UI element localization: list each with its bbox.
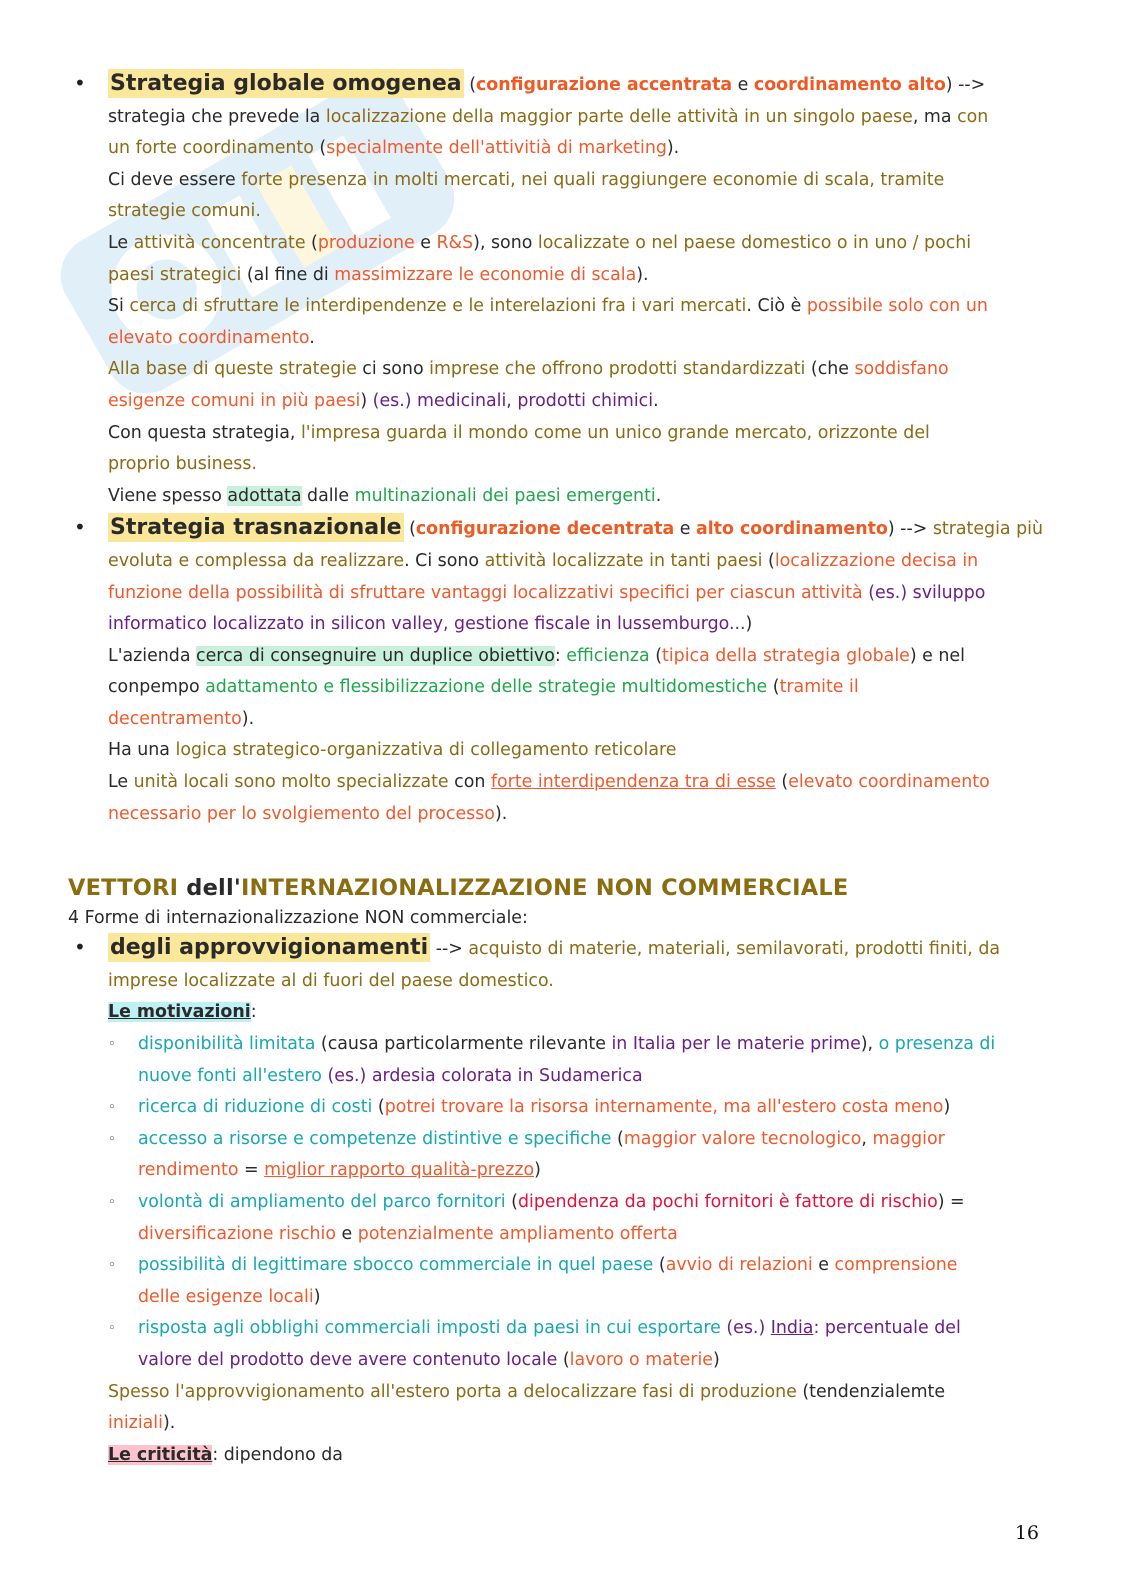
paragraph-delocalizzazione xyxy=(68,1377,1058,1472)
text: INTERNAZIONALIZZAZIONE NON COMMERCIALE xyxy=(240,875,849,902)
text: ( xyxy=(762,550,775,571)
document-body xyxy=(68,68,1058,1471)
text: potenzialmente ampliamento offerta xyxy=(357,1223,678,1244)
text: configurazione decentrata xyxy=(415,519,675,540)
text: : xyxy=(250,1002,257,1023)
text: Ha una xyxy=(108,740,176,761)
text: ( xyxy=(611,1128,624,1149)
text: localizzazione della maggior parte delle attività in un singolo paese xyxy=(325,106,913,127)
text: L'azienda xyxy=(108,645,197,666)
text: elevato coordinamento xyxy=(788,772,990,793)
text: con xyxy=(957,106,989,127)
circle-bullet-icon: ◦ xyxy=(108,1131,116,1147)
text: esigenze comuni in più paesi xyxy=(108,390,361,411)
circle-bullet-icon: ◦ xyxy=(108,1195,116,1210)
text: e xyxy=(336,1223,358,1244)
text: ( xyxy=(557,1349,570,1370)
text: iniziali xyxy=(108,1413,163,1434)
text: e xyxy=(732,75,754,95)
text: dell' xyxy=(186,875,241,902)
text: dalle xyxy=(301,485,355,506)
text: = xyxy=(238,1160,265,1181)
circle-bullet-icon: ◦ xyxy=(108,1100,116,1116)
text: comprensione xyxy=(834,1255,958,1276)
text: lavoro o materie xyxy=(569,1349,713,1370)
text: Con questa strategia, xyxy=(108,422,301,443)
label-criticita: Le criticità xyxy=(108,1444,213,1465)
list-item xyxy=(68,1313,1058,1376)
text: potrei trovare la risorsa internamente xyxy=(384,1097,713,1118)
bullet-approvvigionamenti xyxy=(68,932,1058,1029)
text: ( xyxy=(505,1192,518,1212)
text: : dipendono da xyxy=(212,1444,343,1465)
text: : percentuale del xyxy=(813,1318,961,1339)
text: (causa particolarmente rilevante xyxy=(315,1034,612,1055)
text: (che xyxy=(805,359,855,380)
text: maggior valore tecnologico xyxy=(623,1128,862,1149)
text: risposta agli obblighi commerciali imposti da paesi in cui esportare xyxy=(138,1318,721,1339)
text: massimizzare le economie di scala xyxy=(334,264,637,285)
text: ( xyxy=(775,772,789,793)
text: proprio business. xyxy=(108,454,257,475)
text: Viene spesso xyxy=(108,485,228,506)
text: ( xyxy=(653,1255,666,1276)
text: Le xyxy=(108,232,134,253)
text: ) xyxy=(745,614,753,635)
text: imprese localizzate al di fuori del paese domestico. xyxy=(108,970,554,991)
text: coordinamento alto xyxy=(753,75,946,95)
text: nuove fonti all'estero xyxy=(138,1065,322,1086)
text: configurazione accentrata xyxy=(475,75,733,95)
text: sviluppo xyxy=(907,582,986,603)
text: ). xyxy=(666,138,680,159)
text: Spesso l'approvvigionamento all'estero porta a delocalizzare fasi di produzione xyxy=(108,1381,797,1402)
text: decentramento xyxy=(108,708,242,729)
text: ( xyxy=(372,1097,385,1118)
text: India xyxy=(770,1318,814,1339)
text: paesi strategici xyxy=(108,264,242,285)
text: soddisfano xyxy=(854,359,949,380)
text: (es.) xyxy=(862,582,908,603)
bullet-dot-icon: • xyxy=(74,71,86,95)
text: ). xyxy=(241,708,255,729)
bullet-strategia-globale xyxy=(68,68,1058,512)
text: . Ci sono xyxy=(404,550,485,571)
circle-bullet-icon: ◦ xyxy=(108,1321,116,1337)
text: ci sono xyxy=(356,359,430,380)
text: ) e nel xyxy=(909,645,965,666)
text: strategia che prevede la xyxy=(108,106,326,127)
text: Alla base di queste strategie xyxy=(108,359,357,380)
text: disponibilità limitata xyxy=(138,1034,316,1055)
text: accesso a risorse e competenze distintive e specifiche xyxy=(138,1128,612,1149)
list-item xyxy=(68,1187,1058,1250)
text: o presenza di xyxy=(878,1034,996,1055)
bullet-dot-icon: • xyxy=(74,515,86,540)
text: ( xyxy=(403,519,416,540)
text: l'impresa guarda il mondo come un unico grande mercato, orizzonte del xyxy=(300,422,930,443)
text: (tendenzialemte xyxy=(796,1381,946,1402)
text: cerca di consegnuire un duplice obiettivo xyxy=(196,645,555,666)
text: miglior rapporto qualità-prezzo xyxy=(264,1160,535,1181)
text: funzione della possibilità di sfruttare vantaggi localizzativi specifici per ciascun attività xyxy=(108,582,863,603)
text: . xyxy=(655,485,662,506)
text: (es.) xyxy=(720,1318,771,1339)
bullet-dot-icon: • xyxy=(74,935,86,960)
text: ( xyxy=(767,677,780,698)
text: acquisto di materie, materiali, semilavorati, prodotti finiti, da xyxy=(468,939,1001,960)
text: e xyxy=(414,232,437,253)
text: possibile solo con un xyxy=(806,296,988,317)
text: alto coordinamento xyxy=(695,519,888,540)
text: , xyxy=(712,1097,724,1118)
text: tipica della strategia globale xyxy=(662,645,910,666)
text: R&S xyxy=(436,232,474,253)
text: , xyxy=(861,1128,873,1149)
text: strategie comuni. xyxy=(108,201,261,222)
text: specialmente dell'attivitià di marketing xyxy=(326,138,667,159)
text: logica strategico-organizzativa di collegamento reticolare xyxy=(175,740,677,761)
text: ( xyxy=(313,138,327,159)
text: cerca di sfruttare le interdipendenze e le interelazioni fra i vari mercati xyxy=(129,296,747,317)
text: ) xyxy=(534,1160,541,1181)
text: adattamento e flessibilizzazione delle strategie multidomestiche xyxy=(205,677,768,698)
text: e xyxy=(674,519,696,540)
text: forte interdipendenza tra di esse xyxy=(490,772,776,793)
text: avvio di relazioni xyxy=(665,1255,813,1276)
text: ( xyxy=(305,232,318,253)
text: ), sono xyxy=(473,232,538,253)
text: : xyxy=(554,645,567,666)
list-item xyxy=(68,1029,1058,1092)
circle-bullet-icon: ◦ xyxy=(108,1258,116,1274)
text: ( xyxy=(469,75,476,95)
text: , ma xyxy=(912,106,958,127)
text: . xyxy=(653,390,659,411)
text: --> xyxy=(430,939,469,960)
text: Le xyxy=(108,772,134,793)
text: . xyxy=(309,327,315,348)
text: Si xyxy=(108,296,130,317)
text: ) = xyxy=(937,1192,965,1212)
text: in Italia per le materie prime xyxy=(611,1034,861,1055)
text: (al fine di xyxy=(241,264,335,285)
text: localizzazione decisa in xyxy=(774,550,979,571)
text: ma all'estero costa meno xyxy=(723,1097,944,1118)
text: un forte coordinamento xyxy=(108,138,314,159)
text: forte presenza in molti mercati, nei quali raggiungere economie di scala, tramite xyxy=(241,169,945,190)
text: ) xyxy=(943,1097,951,1118)
section-intro: 4 Forme di internazionalizzazione NON commerciale: xyxy=(68,908,528,929)
text: produzione xyxy=(317,232,415,253)
text: ) xyxy=(713,1349,720,1370)
text: con xyxy=(448,772,491,793)
text: ricerca di riduzione di costi xyxy=(138,1097,373,1118)
text: dipendenza da pochi fornitori è fattore di rischio xyxy=(517,1192,938,1212)
text: imprese che offrono prodotti standardizzati xyxy=(429,359,806,380)
text: diversificazione rischio xyxy=(138,1223,337,1244)
text: ). xyxy=(162,1413,176,1434)
text: VETTORI xyxy=(68,875,187,902)
text: attività localizzate in tanti paesi xyxy=(484,550,763,571)
heading-strategia-globale: Strategia globale omogenea xyxy=(110,71,462,96)
text: (es.) xyxy=(372,390,412,411)
text: medicinali, prodotti chimici xyxy=(411,390,654,411)
text: (es.) xyxy=(321,1065,367,1086)
circle-bullet-icon: ◦ xyxy=(108,1037,116,1053)
text: ). xyxy=(494,803,508,824)
list-item xyxy=(68,1092,1058,1124)
text: maggior xyxy=(872,1128,945,1149)
page-number: 16 xyxy=(1014,1522,1039,1544)
text: ) --> xyxy=(945,75,986,95)
text: efficienza xyxy=(566,645,650,666)
section-title-vettori xyxy=(68,872,1058,904)
bullet-strategia-trasnazionale xyxy=(68,512,1058,830)
list-item xyxy=(68,1250,1058,1313)
heading-strategia-trasnazionale: Strategia trasnazionale xyxy=(110,515,402,541)
text: conpempo xyxy=(108,677,206,698)
text: ) xyxy=(313,1286,321,1307)
label-motivazioni: Le motivazioni xyxy=(108,1002,251,1023)
text: localizzate o nel paese domestico o in uno / pochi xyxy=(537,232,972,253)
text: strategia più xyxy=(932,519,1043,540)
text: rendimento xyxy=(138,1160,239,1181)
text: valore del prodotto deve avere contenuto locale xyxy=(138,1349,558,1370)
text: informatico localizzato in silicon valley, gestione fiscale in lussemburgo... xyxy=(108,614,746,635)
text: e xyxy=(812,1255,835,1276)
text: multinazionali dei paesi emergenti xyxy=(354,485,656,506)
text: unità locali sono molto specializzate xyxy=(133,772,449,793)
text: ( xyxy=(649,645,662,666)
text: possibilità di legittimare sbocco commerciale in quel paese xyxy=(138,1255,654,1276)
text: ). xyxy=(636,264,649,285)
heading-approvvigionamenti: degli approvvigionamenti xyxy=(110,935,429,961)
text: attività concentrate xyxy=(133,232,306,253)
text: ), xyxy=(860,1034,879,1055)
text: . Ciò è xyxy=(746,296,807,317)
text: necessario per lo svolgiemento del processo xyxy=(108,803,495,824)
text: ) --> xyxy=(887,519,933,540)
text: volontà di ampliamento del parco fornitori xyxy=(138,1192,506,1212)
text: ) xyxy=(360,390,373,411)
text: elevato coordinamento xyxy=(108,327,310,348)
text: Ci deve essere xyxy=(108,169,242,190)
text: adottata xyxy=(227,485,302,506)
text: evoluta e complessa da realizzare xyxy=(108,550,405,571)
text: ardesia colorata in Sudamerica xyxy=(366,1065,643,1086)
text: tramite il xyxy=(779,677,859,698)
text: delle esigenze locali xyxy=(138,1286,314,1307)
list-item xyxy=(68,1124,1058,1187)
